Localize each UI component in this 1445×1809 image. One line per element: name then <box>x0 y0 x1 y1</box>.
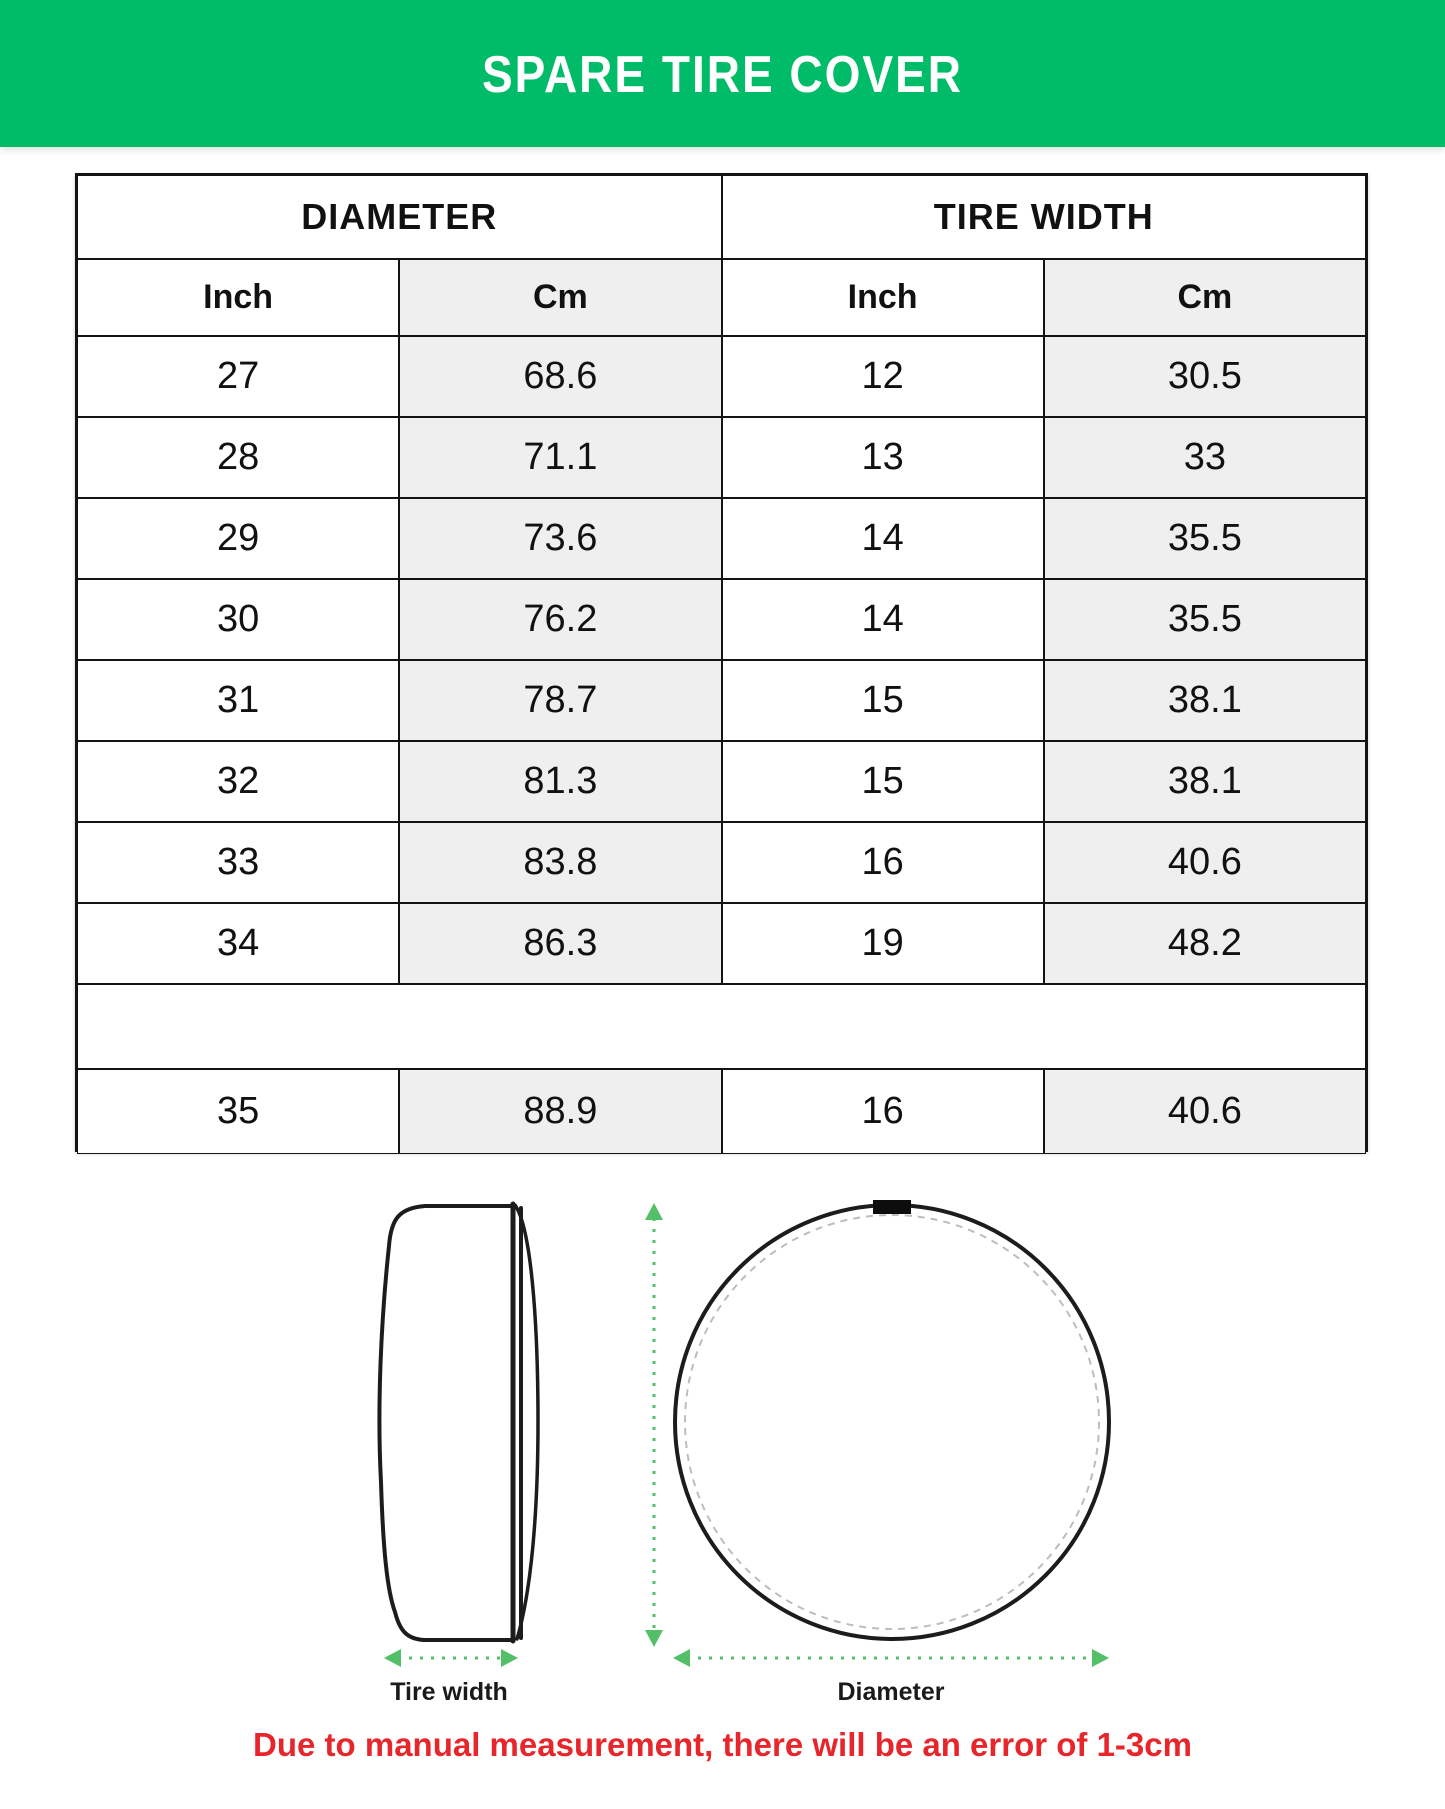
tire-width-group-header: TIRE WIDTH <box>722 175 1367 259</box>
table-cell: 29 <box>77 498 399 579</box>
table-cell: 31 <box>77 660 399 741</box>
column-header: Inch <box>77 259 399 336</box>
vertical-dimension-arrow-icon <box>645 1203 663 1647</box>
table-cell: 88.9 <box>399 1069 721 1154</box>
table-cell: 48.2 <box>1044 903 1366 984</box>
size-chart-table <box>75 173 1368 1152</box>
page-title: SPARE TIRE COVER <box>482 44 963 103</box>
table-cell: 14 <box>722 498 1044 579</box>
table-cell: 33 <box>77 822 399 903</box>
table-cell: 38.1 <box>1044 741 1366 822</box>
table-cell: 15 <box>722 741 1044 822</box>
table-cell: 40.6 <box>1044 822 1366 903</box>
table-cell: 76.2 <box>399 579 721 660</box>
table-cell: 16 <box>722 1069 1044 1154</box>
table-cell: 30.5 <box>1044 336 1366 417</box>
tire-front-view-icon <box>675 1200 1109 1639</box>
table-cell: 16 <box>722 822 1044 903</box>
table-cell: 27 <box>77 336 399 417</box>
table-cell: 28 <box>77 417 399 498</box>
tire-side-view-icon <box>379 1204 538 1641</box>
table-cell: 40.6 <box>1044 1069 1366 1154</box>
table-cell: 30 <box>77 579 399 660</box>
diameter-group-header: DIAMETER <box>77 175 722 259</box>
table-cell: 81.3 <box>399 741 721 822</box>
measurement-diagram <box>0 1150 1445 1726</box>
table-cell: 73.6 <box>399 498 721 579</box>
table-cell: 71.1 <box>399 417 721 498</box>
hanger-tab-icon <box>873 1200 911 1214</box>
empty-row <box>77 984 1366 1069</box>
table-cell: 13 <box>722 417 1044 498</box>
table-cell: 32 <box>77 741 399 822</box>
table-cell: 14 <box>722 579 1044 660</box>
table-cell: 38.1 <box>1044 660 1366 741</box>
table-cell: 35.5 <box>1044 498 1366 579</box>
measurement-disclaimer: Due to manual measurement, there will be an error of 1-3cm <box>253 1726 1192 1763</box>
table-cell: 33 <box>1044 417 1366 498</box>
table-cell: 15 <box>722 660 1044 741</box>
diameter-label: Diameter <box>837 1678 945 1706</box>
tire-width-arrow-icon <box>384 1649 518 1667</box>
table-cell: 34 <box>77 903 399 984</box>
table-cell: 83.8 <box>399 822 721 903</box>
table-cell: 12 <box>722 336 1044 417</box>
table-cell: 19 <box>722 903 1044 984</box>
column-header: Cm <box>1044 259 1366 336</box>
table-cell: 35.5 <box>1044 579 1366 660</box>
diameter-arrow-icon <box>673 1649 1109 1667</box>
column-header: Cm <box>399 259 721 336</box>
table-cell: 35 <box>77 1069 399 1154</box>
table-cell: 78.7 <box>399 660 721 741</box>
table-cell: 86.3 <box>399 903 721 984</box>
column-header: Inch <box>722 259 1044 336</box>
tire-width-label: Tire width <box>390 1678 508 1706</box>
table-cell: 68.6 <box>399 336 721 417</box>
title-banner <box>0 0 1445 147</box>
